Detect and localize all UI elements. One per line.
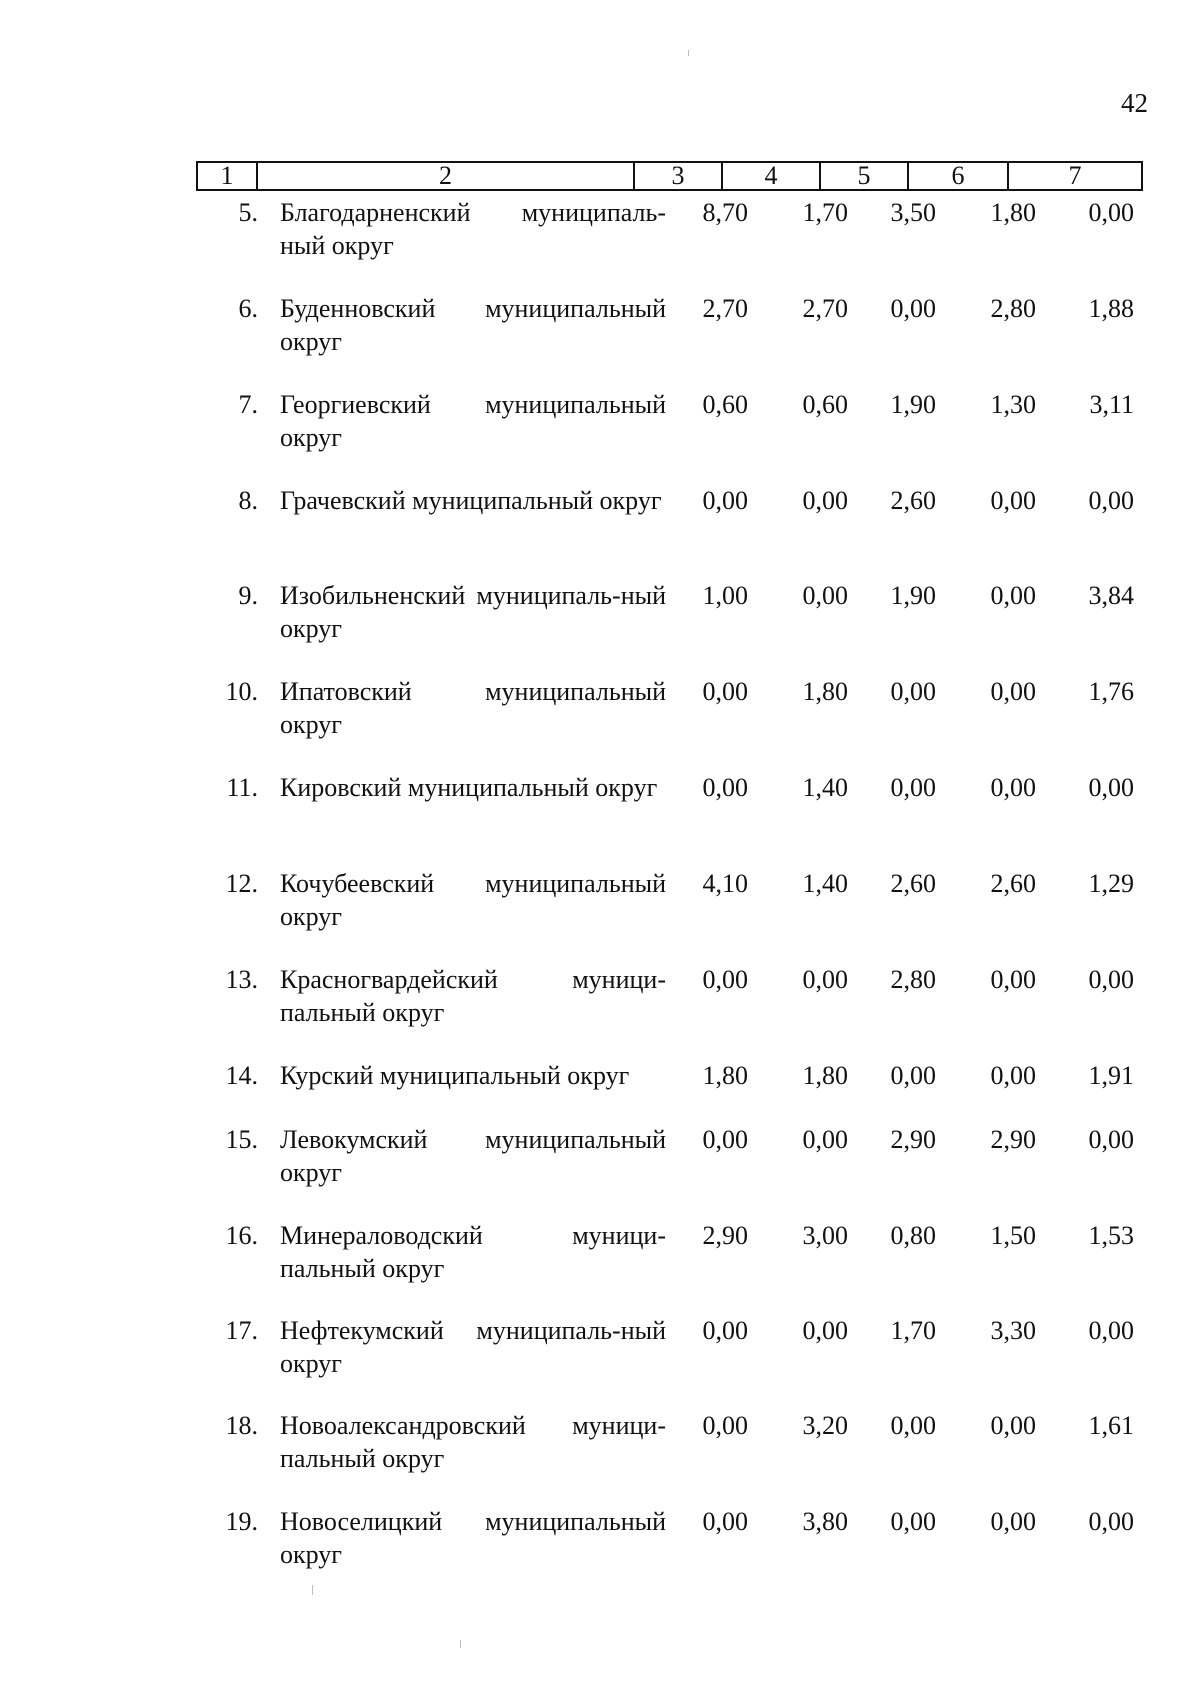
row-number: 6. [238, 294, 258, 323]
header-col-1: 1 [198, 163, 258, 189]
value-col-3: 0,00 [702, 1316, 748, 1345]
value-col-7: 1,76 [1088, 677, 1134, 706]
value-col-4: 3,20 [802, 1411, 848, 1440]
header-col-2: 2 [258, 163, 635, 189]
value-col-6: 0,00 [990, 581, 1036, 610]
row-number: 9. [238, 581, 258, 610]
value-col-5: 0,00 [890, 1507, 936, 1536]
value-col-6: 2,60 [990, 869, 1036, 898]
district-name: Минераловодский муници-пальный округ [280, 1221, 666, 1283]
value-col-3: 2,90 [702, 1221, 748, 1250]
value-col-7: 1,53 [1088, 1221, 1134, 1250]
value-col-6: 0,00 [990, 1411, 1036, 1440]
value-col-5: 0,00 [890, 1411, 936, 1440]
value-col-4: 3,00 [802, 1221, 848, 1250]
value-col-5: 2,80 [890, 965, 936, 994]
value-col-4: 2,70 [802, 294, 848, 323]
row-number: 12. [225, 869, 258, 898]
value-col-3: 0,00 [702, 1411, 748, 1440]
district-name: Кочубеевский муниципальный округ [280, 869, 666, 931]
header-col-4: 4 [723, 163, 821, 189]
row-number: 19. [225, 1507, 258, 1536]
value-col-6: 1,80 [990, 198, 1036, 227]
value-col-7: 0,00 [1088, 1507, 1134, 1536]
header-col-7: 7 [1068, 161, 1082, 190]
value-col-3: 0,00 [702, 1125, 748, 1154]
district-name: Красногвардейский муници-пальный округ [280, 965, 666, 1027]
value-col-7: 3,84 [1088, 581, 1134, 610]
value-col-4: 1,70 [802, 198, 848, 227]
value-col-6: 1,50 [990, 1221, 1036, 1250]
value-col-3: 1,00 [702, 581, 748, 610]
row-number: 13. [225, 965, 258, 994]
value-col-6: 0,00 [990, 677, 1036, 706]
scan-speck [460, 1640, 461, 1648]
value-col-3: 0,00 [702, 1507, 748, 1536]
value-col-7: 0,00 [1088, 965, 1134, 994]
row-number: 18. [225, 1411, 258, 1440]
value-col-7: 0,00 [1088, 486, 1134, 515]
value-col-6: 0,00 [990, 1507, 1036, 1536]
value-col-3: 0,00 [702, 486, 748, 515]
scan-speck [312, 1585, 313, 1595]
value-col-4: 1,40 [802, 773, 848, 802]
row-number: 7. [238, 390, 258, 419]
value-col-3: 0,60 [702, 390, 748, 419]
value-col-3: 0,00 [702, 773, 748, 802]
value-col-5: 0,00 [890, 1061, 936, 1090]
value-col-5: 1,70 [890, 1316, 936, 1345]
value-col-6: 3,30 [990, 1316, 1036, 1345]
value-col-5: 0,00 [890, 677, 936, 706]
row-number: 5. [238, 198, 258, 227]
value-col-4: 1,80 [802, 677, 848, 706]
district-name: Грачевский муниципальный округ [280, 486, 662, 515]
value-col-3: 0,00 [702, 965, 748, 994]
header-col-6: 6 [909, 163, 1009, 189]
row-number: 17. [225, 1316, 258, 1345]
value-col-3: 1,80 [702, 1061, 748, 1090]
district-name: Изобильненский муниципаль-ный округ [280, 581, 666, 643]
district-name: Кировский муниципальный округ [280, 773, 658, 802]
value-col-5: 2,60 [890, 486, 936, 515]
value-col-5: 1,90 [890, 581, 936, 610]
row-number: 16. [225, 1221, 258, 1250]
value-col-7: 1,29 [1088, 869, 1134, 898]
value-col-7: 1,88 [1088, 294, 1134, 323]
value-col-4: 0,60 [802, 390, 848, 419]
row-number: 8. [238, 486, 258, 515]
table-header [196, 161, 1143, 191]
value-col-7: 1,61 [1088, 1411, 1134, 1440]
value-col-7: 0,00 [1088, 198, 1134, 227]
value-col-6: 0,00 [990, 773, 1036, 802]
value-col-5: 3,50 [890, 198, 936, 227]
value-col-4: 3,80 [802, 1507, 848, 1536]
district-name: Новоселицкий муниципальный округ [280, 1507, 666, 1569]
value-col-5: 0,80 [890, 1221, 936, 1250]
value-col-5: 1,90 [890, 390, 936, 419]
row-number: 10. [225, 677, 258, 706]
row-number: 14. [225, 1061, 258, 1090]
page-number: 42 [1121, 88, 1148, 118]
district-name: Новоалександровский муници-пальный округ [280, 1411, 666, 1473]
value-col-4: 0,00 [802, 1125, 848, 1154]
header-col-5: 5 [821, 163, 909, 189]
value-col-4: 0,00 [802, 581, 848, 610]
district-name: Ипатовский муниципальный округ [280, 677, 666, 739]
district-name: Курский муниципальный округ [280, 1061, 630, 1090]
value-col-4: 0,00 [802, 486, 848, 515]
value-col-3: 8,70 [702, 198, 748, 227]
value-col-4: 1,80 [802, 1061, 848, 1090]
value-col-7: 1,91 [1088, 1061, 1134, 1090]
value-col-6: 0,00 [990, 486, 1036, 515]
row-number: 11. [226, 773, 258, 802]
value-col-7: 3,11 [1089, 390, 1134, 419]
value-col-4: 0,00 [802, 965, 848, 994]
value-col-6: 1,30 [990, 390, 1036, 419]
value-col-6: 0,00 [990, 965, 1036, 994]
row-number: 15. [225, 1125, 258, 1154]
header-col-3: 3 [635, 163, 723, 189]
value-col-7: 0,00 [1088, 773, 1134, 802]
district-name: Благодарненский муниципаль-ный округ [280, 198, 666, 260]
district-name: Нефтекумский муниципаль-ный округ [280, 1316, 666, 1378]
value-col-6: 2,90 [990, 1125, 1036, 1154]
scan-speck [688, 50, 689, 56]
district-name: Буденновский муниципальный округ [280, 294, 666, 356]
value-col-5: 2,60 [890, 869, 936, 898]
value-col-4: 0,00 [802, 1316, 848, 1345]
value-col-3: 2,70 [702, 294, 748, 323]
value-col-6: 2,80 [990, 294, 1036, 323]
value-col-5: 0,00 [890, 773, 936, 802]
value-col-5: 2,90 [890, 1125, 936, 1154]
value-col-3: 0,00 [702, 677, 748, 706]
value-col-6: 0,00 [990, 1061, 1036, 1090]
value-col-3: 4,10 [702, 869, 748, 898]
value-col-7: 0,00 [1088, 1316, 1134, 1345]
district-name: Георгиевский муниципальный округ [280, 390, 666, 452]
value-col-4: 1,40 [802, 869, 848, 898]
district-name: Левокумский муниципальный округ [280, 1125, 666, 1187]
value-col-5: 0,00 [890, 294, 936, 323]
value-col-7: 0,00 [1088, 1125, 1134, 1154]
